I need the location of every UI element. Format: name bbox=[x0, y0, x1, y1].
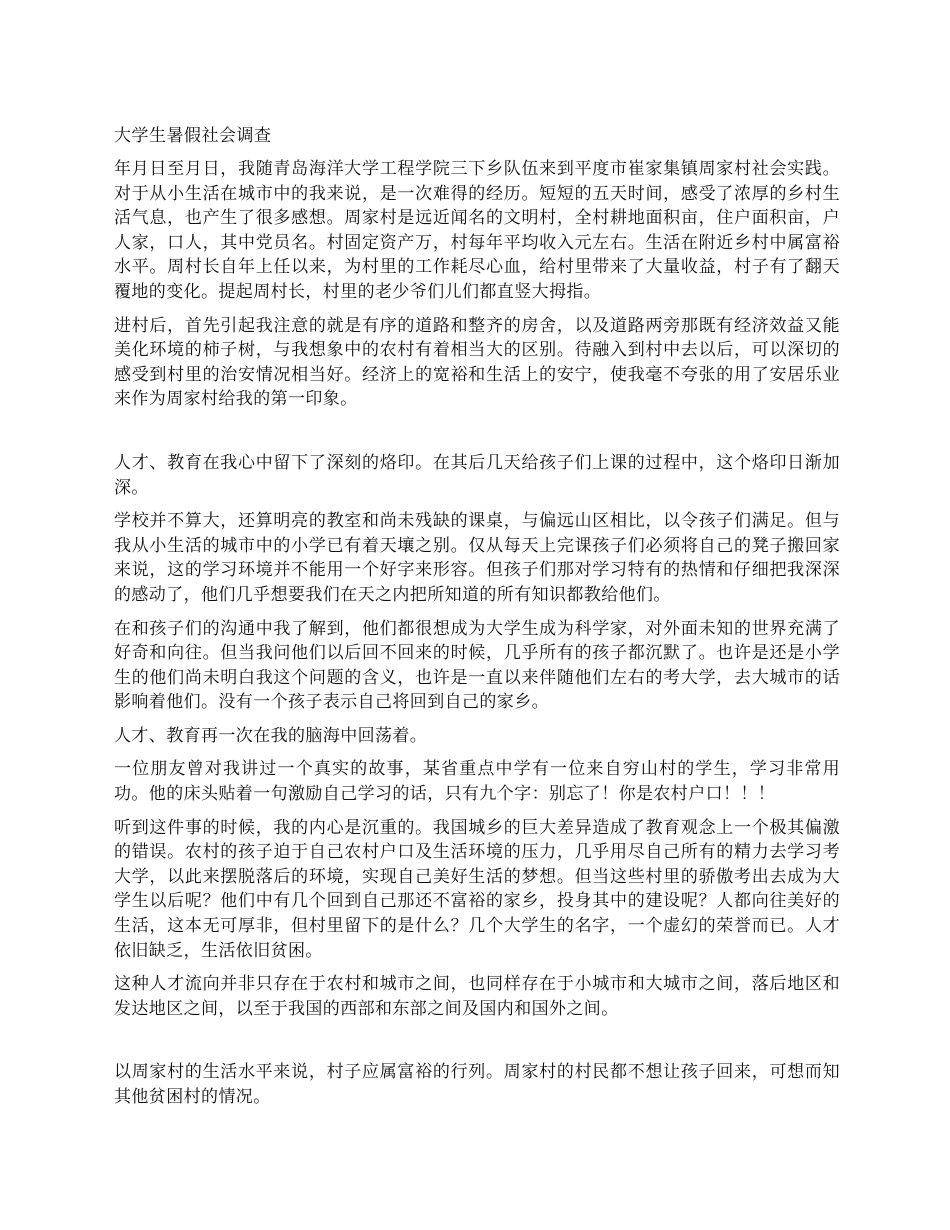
paragraph-first-impression: 进村后，首先引起我注意的就是有序的道路和整齐的房舍，以及道路两旁那既有经济效益又能美化环境的柿子树，与我想象中的农村有着相当大的区别。待融入到村中去以后，可以深切的感受到村里的治安情况相当好。经济上的宽裕和生活上的安宁，使我毫不夸张的用了安居乐业来作为周家村给我的第一印象。 bbox=[114, 315, 840, 410]
paragraph-intro: 年月日至月日，我随青岛海洋大学工程学院三下乡队伍来到平度市崔家集镇周家村社会实践。对于从小生活在城市中的我来说，是一次难得的经历。短短的五天时间，感受了浓厚的乡村生活气息，也产生了很多感想。周家村是远近闻名的文明村，全村耕地面积亩，住户面积亩，户人家，口人，其中党员名。村固定资产万，村每年平均收入元左右。生活在附近乡村中属富裕水平。周村长自年上任以来，为村里的工作耗尽心血，给村里带来了大量收益，村子有了翻天覆地的变化。提起周村长，村里的老少爷们儿们都直竖大拇指。 bbox=[114, 159, 840, 302]
paragraph-children: 在和孩子们的沟通中我了解到，他们都很想成为大学生成为科学家，对外面未知的世界充满了好奇和向往。但当我问他们以后回不回来的时候，几乎所有的孩子都沉默了。也许是还是小学生的他们尚未明白我这个问题的含义，也许是一直以来伴随他们左右的考大学，去大城市的话影响着他们。没有一个孩子表示自己将回到自己的家乡。 bbox=[114, 618, 840, 713]
section-spacer bbox=[114, 421, 840, 451]
section-spacer bbox=[114, 1030, 840, 1060]
paragraph-story: 一位朋友曾对我讲过一个真实的故事，某省重点中学有一位来自穷山村的学生，学习非常用功。他的床头贴着一句激励自己学习的话，只有九个字：别忘了！你是农村户口！！！ bbox=[114, 759, 840, 805]
paragraph-education-impression: 人才、教育在我心中留下了深刻的烙印。在其后几天给孩子们上课的过程中，这个烙印日渐加深。 bbox=[114, 452, 840, 498]
paragraph-talent-flow: 这种人才流向并非只存在于农村和城市之间，也同样存在于小城市和大城市之间，落后地区和发达地区之间，以至于我国的西部和东部之间及国内和国外之间。 bbox=[114, 974, 840, 1019]
paragraph-reflection: 听到这件事的时候，我的内心是沉重的。我国城乡的巨大差异造成了教育观念上一个极其偏激的错误。农村的孩子迫于自己农村户口及生活环境的压力，几乎用尽自己所有的精力去学习考大学，以此来摆脱落后的环境，实现自己美好生活的梦想。但当这些村里的骄傲考出去成为大学生以后呢？他们中有几个回到自己那还不富裕的家乡，投身其中的建设呢？人都向往美好的生活，这本无可厚非，但村里留下的是什么？几个大学生的名字，一个虚幻的荣誉而已。人才依旧缺乏，生活依旧贫困。 bbox=[114, 817, 840, 961]
document-page bbox=[114, 123, 840, 1119]
paragraph-school: 学校并不算大，还算明亮的教室和尚未残缺的课桌，与偏远山区相比，以令孩子们满足。但与我从小生活的城市中的小学已有着天壤之别。仅从每天上完课孩子们必须将自己的凳子搬回家来说，这的学习环境并不能用一个好字来形容。但孩子们那对学习特有的热情和仔细把我深深的感动了，他们几乎想要我们在天之内把所知道的所有知识都教给他们。 bbox=[114, 511, 840, 605]
paragraph-conclusion: 以周家村的生活水平来说，村子应属富裕的行列。周家村的村民都不想让孩子回来，可想而知其他贫困村的情况。 bbox=[114, 1062, 840, 1107]
paragraph-echo: 人才、教育再一次在我的脑海中回荡着。 bbox=[114, 725, 428, 746]
document-title: 大学生暑假社会调查 bbox=[114, 126, 272, 146]
